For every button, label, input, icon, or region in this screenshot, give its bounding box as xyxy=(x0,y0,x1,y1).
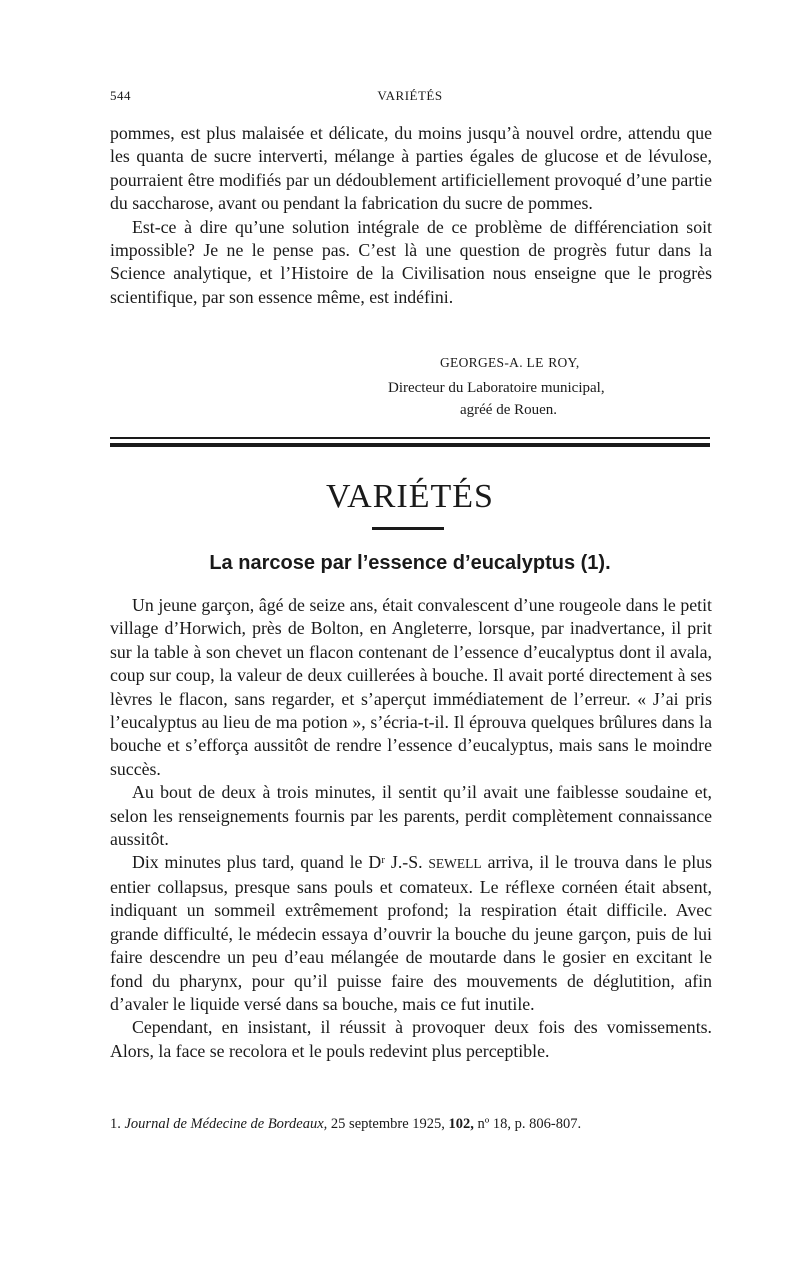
paragraph-text: arriva, il le trouva dans le plus entier collapsus, presque sans pouls et comateux. Le réflexe cornéen était absent, indiquant un sommeil extrêmement profond; la respiration était difficile. Avec grande difficulté, le médecin essaya d’ouvrir la bouche du jeune garçon, puis de lui faire descendre un peu d’eau mélangée de moutarde dans le gosier en excitant le fond du pharynx, pour qu’il puisse faire des mouvements de déglutition, afin d’avaler le liquide versé dans sa bouche, mais ce fut inutile. xyxy=(110,852,712,1014)
footnote-journal: Journal de Médecine de Bordeaux, xyxy=(124,1116,328,1132)
paragraph: pommes, est plus malaisée et délicate, du moins jusqu’à nouvel ordre, attendu que les quanta de sucre interverti, mélange à parties égales de glucose et de lévulose, pourraient être modifiés par un dédoublement artificiellement provoqué d’une partie du saccharose, avant ou pendant la fabrication du sucre de pommes. xyxy=(110,123,712,214)
footnote xyxy=(110,1116,712,1133)
section-divider-bottom xyxy=(110,443,710,447)
footnote-ref: (1). xyxy=(580,552,611,574)
paragraph: Un jeune garçon, âgé de seize ans, était convalescent d’une rougeole dans le petit village d’Horwich, près de Bolton, en Angleterre, lorsque, par inadvertance, il prit sur la table à son chevet un flacon contenant de l’essence d’eucalyptus dont il avala, coup sur coup, la valeur de deux cuillerées à bouche. Il avait porté directement à ses lèvres le flacon, sans regarder, et s’aperçut immédiatement de l’erreur. « J’ai pris l’eucalyptus au lieu de ma potion », s’écria-t-il. Il éprouva quelques brûlures dans la bouche et s’efforça aussitôt de rendre l’essence d’eucalyptus, mais sans le moindre succès. xyxy=(110,595,712,779)
doctor-name: SEWELL xyxy=(428,856,482,872)
previous-article-ending xyxy=(110,122,712,309)
article-title-text: La narcose par l’essence d’eucalyptus xyxy=(209,552,576,574)
article-title xyxy=(110,552,710,575)
paragraph: Cependant, en insistant, il réussit à provoquer deux fois des vomissements. Alors, la face se recolora et le pouls redevint plus perceptible. xyxy=(110,1017,712,1061)
footnote-date: 25 septembre 1925, xyxy=(330,1116,445,1132)
page-number: 544 xyxy=(110,88,131,103)
author-title: Directeur du Laboratoire municipal, xyxy=(388,380,605,396)
running-head: VARIÉTÉS xyxy=(377,88,443,103)
author-affiliation: agréé de Rouen. xyxy=(460,402,558,418)
title-underline xyxy=(372,527,444,530)
paragraph: Est-ce à dire qu’une solution intégrale de ce problème de différenciation soit impossible? Je ne le pense pas. C’est là une question de progrès futur dans la Science analytique, et l’Histoire de la Civilisation nous enseigne que le progrès scientifique, par son essence même, est indéfini. xyxy=(110,216,712,307)
section-divider-top xyxy=(110,437,710,439)
footnote-pages: nº 18, p. 806-807. xyxy=(477,1116,582,1132)
paragraph-text: Dix minutes plus tard, quand le Dʳ J.-S. xyxy=(132,852,423,873)
footnote-number: 1. xyxy=(110,1116,121,1132)
author-name-last: ROY, xyxy=(548,355,580,370)
paragraph: Au bout de deux à trois minutes, il sentit qu’il avait une faiblesse soudaine et, selon les renseignements fournis par les parents, perdit complètement connaissance aussitôt. xyxy=(110,782,712,850)
page-header xyxy=(110,88,710,110)
paragraph xyxy=(110,851,712,1016)
author-name xyxy=(440,352,580,372)
article-body xyxy=(110,594,712,1063)
author-name-first: GEORGES-A. LE xyxy=(440,355,544,370)
footnote-volume: 102, xyxy=(448,1116,474,1132)
section-title: VARIÉTÉS xyxy=(326,478,494,515)
